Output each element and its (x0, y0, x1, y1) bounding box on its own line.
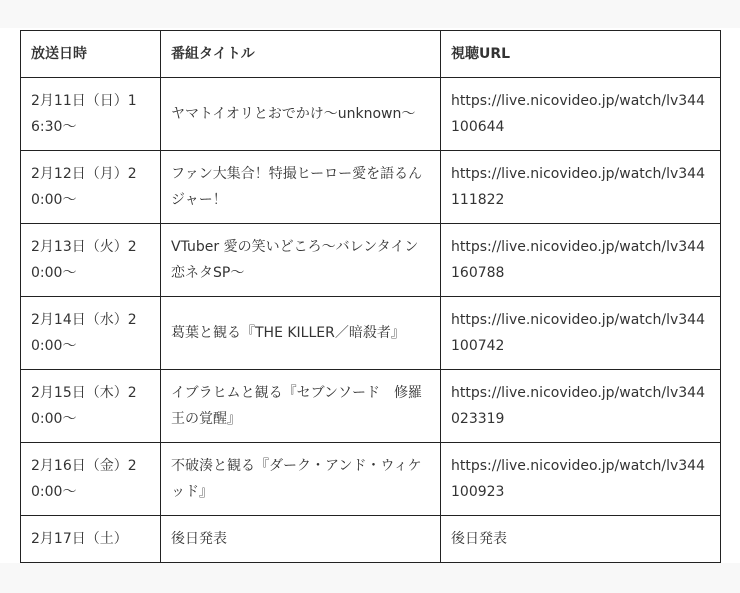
table-row (21, 151, 721, 224)
header-program-title: 番組タイトル (161, 31, 441, 78)
content-area (0, 28, 740, 563)
cell-datetime: 2月11日（日）16:30〜 (21, 78, 161, 151)
table-header-row (21, 31, 721, 78)
cell-url[interactable]: https://live.nicovideo.jp/watch/lv344111822 (441, 151, 721, 224)
header-broadcast-datetime: 放送日時 (21, 31, 161, 78)
cell-url[interactable]: https://live.nicovideo.jp/watch/lv344100742 (441, 297, 721, 370)
table-row (21, 516, 721, 563)
cell-title: ファン大集合！特撮ヒーロー愛を語るんジャー！ (161, 151, 441, 224)
cell-datetime: 2月13日（火）20:00〜 (21, 224, 161, 297)
broadcast-schedule-table (20, 30, 721, 563)
cell-title: ヤマトイオリとおでかけ〜unknown〜 (161, 78, 441, 151)
cell-datetime: 2月17日（土） (21, 516, 161, 563)
cell-url[interactable]: https://live.nicovideo.jp/watch/lv344023319 (441, 370, 721, 443)
table-row (21, 297, 721, 370)
table-row (21, 224, 721, 297)
table-row (21, 370, 721, 443)
header-viewing-url: 視聴URL (441, 31, 721, 78)
table-row (21, 443, 721, 516)
cell-url[interactable]: https://live.nicovideo.jp/watch/lv344160788 (441, 224, 721, 297)
cell-title: 後日発表 (161, 516, 441, 563)
cell-datetime: 2月12日（月）20:00〜 (21, 151, 161, 224)
cell-url: 後日発表 (441, 516, 721, 563)
cell-title: 葛葉と観る『THE KILLER／暗殺者』 (161, 297, 441, 370)
cell-url[interactable]: https://live.nicovideo.jp/watch/lv344100923 (441, 443, 721, 516)
cell-datetime: 2月14日（水）20:00〜 (21, 297, 161, 370)
table-row (21, 78, 721, 151)
cell-datetime: 2月16日（金）20:00〜 (21, 443, 161, 516)
cell-datetime: 2月15日（木）20:00〜 (21, 370, 161, 443)
cell-title: VTuber 愛の笑いどころ〜バレンタイン恋ネタSP〜 (161, 224, 441, 297)
cell-url[interactable]: https://live.nicovideo.jp/watch/lv344100644 (441, 78, 721, 151)
cell-title: イブラヒムと観る『セブンソード 修羅王の覚醒』 (161, 370, 441, 443)
cell-title: 不破湊と観る『ダーク・アンド・ウィケッド』 (161, 443, 441, 516)
